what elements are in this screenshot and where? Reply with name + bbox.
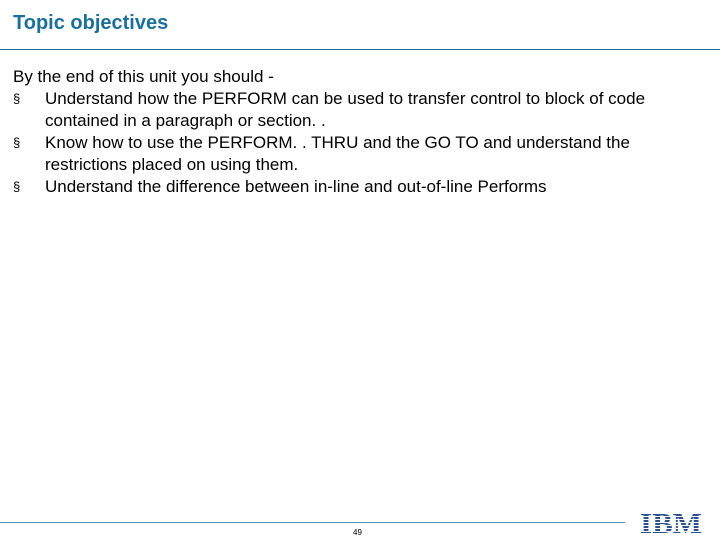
list-item <box>13 176 713 198</box>
ibm-logo <box>638 508 704 536</box>
bullet-text: Understand how the PERFORM can be used to transfer control to block of code contained in a paragraph or section. . <box>45 89 646 130</box>
bullet-icon: § <box>13 179 21 194</box>
list-item <box>13 132 713 176</box>
bullet-icon: § <box>13 91 21 106</box>
title-divider <box>0 49 720 50</box>
slide-title: Topic objectives <box>13 12 169 34</box>
bullet-text: Know how to use the PERFORM. . THRU and the GO TO and understand the restrictions placed on using them. <box>45 133 630 174</box>
intro-text: By the end of this unit you should - <box>13 67 274 86</box>
bullet-text: Understand the difference between in-line and out-of-line Performs <box>45 177 547 196</box>
list-item <box>13 88 713 132</box>
slide-body <box>13 66 713 198</box>
objectives-list <box>13 88 713 198</box>
page-number: 49 <box>353 528 362 537</box>
footer-divider <box>0 522 625 523</box>
bullet-icon: § <box>13 135 21 150</box>
svg-text:IBM: IBM <box>640 509 702 536</box>
